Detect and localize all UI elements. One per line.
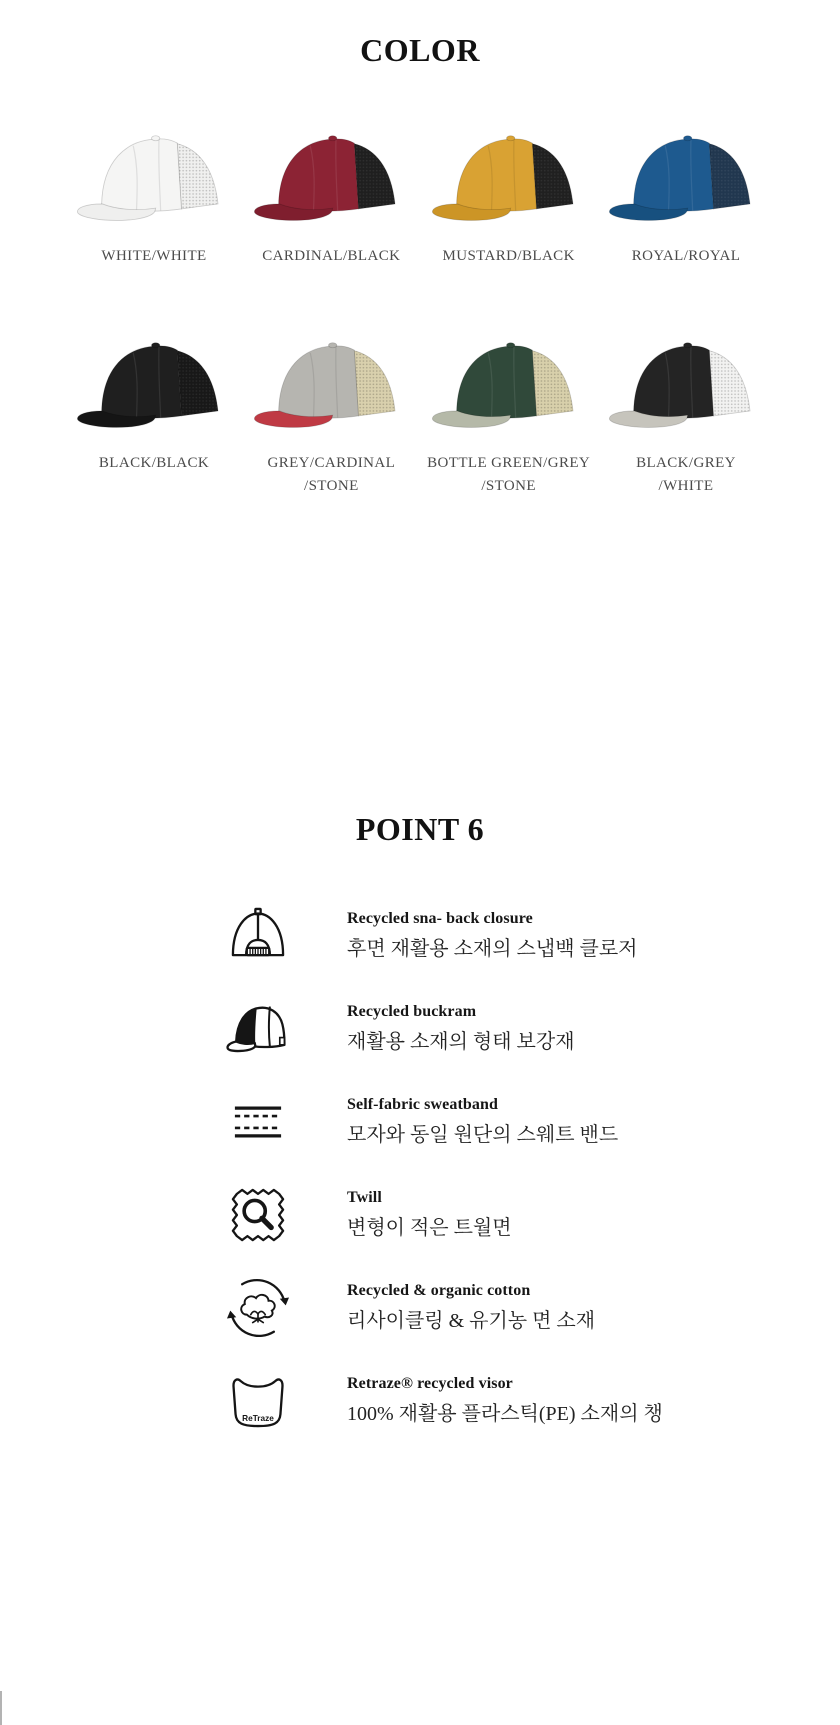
feature-title: Twill: [347, 1189, 382, 1207]
point-section-title: POINT 6: [355, 810, 485, 847]
feature-subtitle-ko: 변형이 적은 트월면: [347, 1217, 512, 1240]
twill-icon: [225, 1182, 291, 1248]
hat-swatch: [247, 332, 415, 499]
hat-image: [75, 336, 233, 436]
hat-image-wrap: [607, 332, 765, 436]
hat-color-line1: BLACK/GREY: [636, 455, 736, 472]
hat-swatch: [247, 125, 415, 268]
hat-swatch: [602, 125, 770, 268]
feature-title: Self-fabric sweatband: [347, 1096, 498, 1114]
feature-title: Recycled buckram: [347, 1003, 477, 1021]
feature-item: [225, 1261, 840, 1354]
hat-color-line1: CARDINAL/BLACK: [262, 247, 401, 264]
hat-swatch: [425, 332, 593, 499]
feature-text: [347, 1282, 595, 1333]
hat-swatch: [70, 125, 238, 268]
hat-image-wrap: [430, 332, 588, 436]
feature-subtitle-ko: 모자와 동일 원단의 스웨트 밴드: [347, 1124, 619, 1147]
feature-subtitle-ko: 100% 재활용 플라스틱(PE) 소재의 챙: [347, 1403, 663, 1426]
feature-text: [347, 910, 637, 961]
feature-text: [347, 1003, 575, 1054]
hat-color-label: [99, 452, 209, 475]
hat-swatch: [602, 332, 770, 499]
hat-image: [252, 129, 410, 229]
hat-color-line2: /WHITE: [658, 478, 714, 495]
hat-image-wrap: [75, 125, 233, 229]
feature-title: Recycled sna- back closure: [347, 910, 533, 928]
feature-item: [225, 1075, 840, 1168]
hat-image: [607, 336, 765, 436]
hat-color-grid-row1: [70, 125, 770, 268]
hat-swatch: [425, 125, 593, 268]
hat-color-label: [101, 245, 206, 268]
hat-color-label: [442, 245, 574, 268]
hat-color-line1: ROYAL/ROYAL: [631, 247, 741, 264]
hat-color-line1: WHITE/WHITE: [101, 247, 207, 264]
hat-color-label: [262, 245, 400, 268]
hat-image-wrap: [607, 125, 765, 229]
feature-subtitle-ko: 후면 재활용 소재의 스냅백 클로저: [347, 938, 638, 961]
feature-item: [225, 1354, 840, 1447]
feature-subtitle-ko: 리사이클링 & 유기농 면 소재: [347, 1310, 596, 1333]
hat-image-wrap: [75, 332, 233, 436]
feature-title: Retraze® recycled visor: [347, 1375, 513, 1393]
hat-color-line2: /STONE: [304, 478, 359, 495]
hat-color-label: [632, 245, 741, 268]
feature-text: [347, 1096, 618, 1147]
feature-text: [347, 1189, 512, 1240]
color-section-title: COLOR: [360, 32, 480, 68]
hat-color-line1: MUSTARD/BLACK: [442, 247, 575, 264]
hat-color-line1: GREY/CARDINAL: [267, 455, 396, 472]
hat-image: [430, 336, 588, 436]
feature-item: [225, 889, 840, 982]
hat-color-line2: /STONE: [481, 478, 536, 495]
hat-swatch: [70, 332, 238, 499]
hat-image: [252, 336, 410, 436]
hat-image-wrap: [430, 125, 588, 229]
hat-color-label: [267, 452, 395, 499]
hat-image-wrap: [252, 125, 410, 229]
hat-color-line1: BOTTLE GREEN/GREY: [427, 455, 591, 472]
feature-title: Recycled & organic cotton: [347, 1282, 531, 1300]
cotton-icon: [225, 1275, 291, 1341]
feature-text: [347, 1375, 663, 1426]
hat-image: [430, 129, 588, 229]
hat-color-label: [427, 452, 590, 499]
hat-image-wrap: [252, 332, 410, 436]
feature-list: [225, 889, 840, 1447]
svg-text:ReTraze: ReTraze: [242, 1413, 274, 1423]
feature-item: [225, 982, 840, 1075]
hat-color-label: [636, 452, 736, 499]
hat-color-grid-row2: [70, 332, 770, 499]
feature-subtitle-ko: 재활용 소재의 형태 보강재: [347, 1031, 575, 1054]
snapback-closure-icon: [225, 903, 291, 969]
hat-image: [607, 129, 765, 229]
sweatband-icon: [225, 1089, 291, 1155]
feature-item: [225, 1168, 840, 1261]
buckram-icon: [225, 996, 291, 1062]
hat-image: [75, 129, 233, 229]
retraze-visor-icon: [225, 1368, 291, 1434]
hat-color-line1: BLACK/BLACK: [98, 455, 210, 472]
page-edge-mark: [0, 1691, 2, 1725]
